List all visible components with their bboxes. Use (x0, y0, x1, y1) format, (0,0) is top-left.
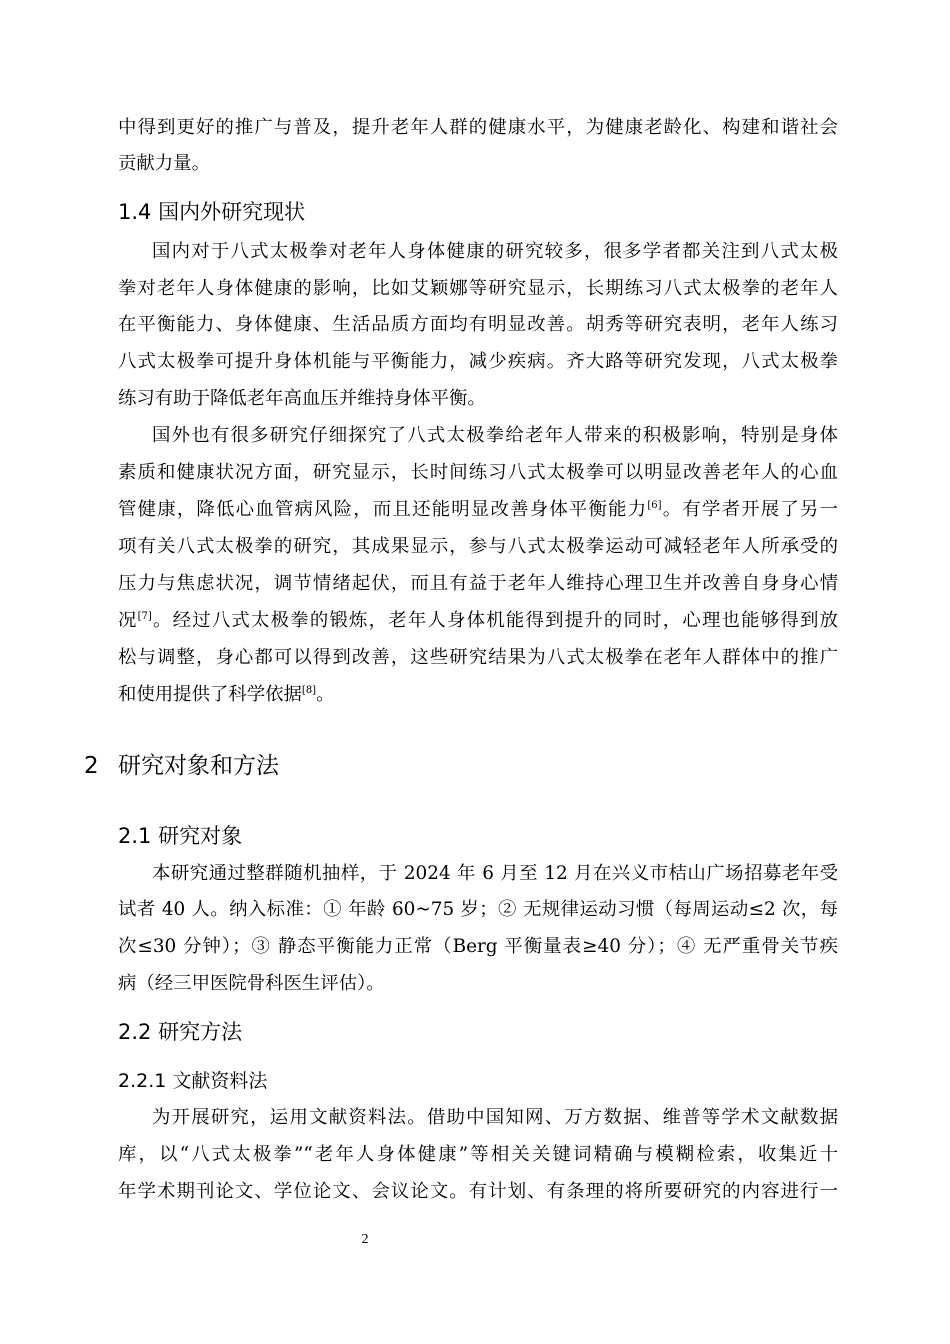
chapter-2-number: 2 (84, 753, 99, 779)
chapter-2-title: 研究对象和方法 (118, 753, 279, 779)
s14-p2-line-6-head: 况 (118, 610, 138, 631)
s14-p2-line-5: 压力与焦虑状况，调节情绪起伏，而且有益于老年人维持心理卫生并改善自身身心情 (118, 573, 838, 594)
section-2-2-heading: 2.2 研究方法 (118, 1020, 243, 1044)
s221-line-3: 年学术期刊论文、学位论文、会议论文。有计划、有条理的将所要研究的内容进行一 (118, 1181, 838, 1202)
section-1-4-heading: 1.4 国内外研究现状 (118, 200, 306, 224)
citation-7: [7] (137, 611, 152, 622)
s14-p2-line-7: 松与调整，身心都可以得到改善，这些研究结果为八式太极拳在老年人群体中的推广 (118, 647, 838, 668)
s14-p1-line-1: 国内对于八式太极拳对老年人身体健康的研究较多，很多学者都关注到八式太极 (152, 241, 838, 262)
s14-p2-line-3-text: 管健康，降低心血管病风险，而且还能明显改善身体平衡能力 (118, 499, 648, 520)
s14-p2-line-6-text: 。经过八式太极拳的锻炼，老年人身体机能得到提升的同时，心理也能够得到放 (151, 610, 838, 631)
s21-line-1: 本研究通过整群随机抽样，于 2024 年 6 月至 12 月在兴义市桔山广场招募老年受 (152, 863, 838, 884)
s14-p2-line-8-tail: 。 (316, 684, 335, 705)
section-2-2-1-heading: 2.2.1 文献资料法 (118, 1070, 268, 1092)
page-number: 2 (361, 1232, 369, 1247)
s14-p2-line-8 (118, 683, 838, 707)
s21-line-3: 次≤30 分钟）；③ 静态平衡能力正常（Berg 平衡量表≥40 分）；④ 无严重骨关节疾 (118, 936, 838, 957)
s14-p2-line-6 (118, 609, 838, 633)
intro-line-2: 贡献力量。 (118, 153, 210, 174)
s14-p2-line-8-text: 和使用提供了科学依据 (118, 684, 302, 705)
chapter-2-heading (84, 752, 279, 780)
s221-line-1: 为开展研究，运用文献资料法。借助中国知网、万方数据、维普等学术文献数据 (152, 1107, 838, 1128)
citation-6: [6] (647, 500, 662, 511)
s14-p1-line-5: 练习有助于降低老年高血压并维持身体平衡。 (118, 388, 486, 409)
s221-line-2: 库，以“八式太极拳”“老年人身体健康”等相关关键词精确与模糊检索，收集近十 (118, 1144, 838, 1165)
s14-p2-line-4: 项有关八式太极拳的研究，其成果显示，参与八式太极拳运动可减轻老年人所承受的 (118, 536, 838, 557)
s14-p2-line-1: 国外也有很多研究仔细探究了八式太极拳给老年人带来的积极影响，特别是身体 (152, 425, 838, 446)
citation-8: [8] (301, 685, 317, 696)
section-2-1-heading: 2.1 研究对象 (118, 824, 243, 848)
s14-p2-line-3-tail: 。有学者开展了另一 (661, 499, 838, 520)
s14-p2-line-2: 素质和健康状况方面，研究显示，长时间练习八式太极拳可以明显改善老年人的心血 (118, 462, 838, 483)
s14-p2-line-3 (118, 498, 838, 522)
intro-line-1: 中得到更好的推广与普及，提升老年人群的健康水平，为健康老龄化、构建和谐社会 (118, 117, 838, 138)
s21-line-2: 试者 40 人。纳入标准：① 年龄 60~75 岁；② 无规律运动习惯（每周运动≤2 次，每 (118, 899, 838, 920)
s21-line-4: 病（经三甲医院骨科医生评估）。 (118, 973, 385, 994)
s14-p1-line-4: 八式太极拳可提升身体机能与平衡能力，减少疾病。齐大路等研究发现，八式太极拳 (118, 351, 838, 372)
s14-p1-line-3: 在平衡能力、身体健康、生活品质方面均有明显改善。胡秀等研究表明，老年人练习 (118, 314, 838, 335)
s14-p1-line-2: 拳对老年人身体健康的影响，比如艾颖娜等研究显示，长期练习八式太极拳的老年人 (118, 278, 838, 299)
